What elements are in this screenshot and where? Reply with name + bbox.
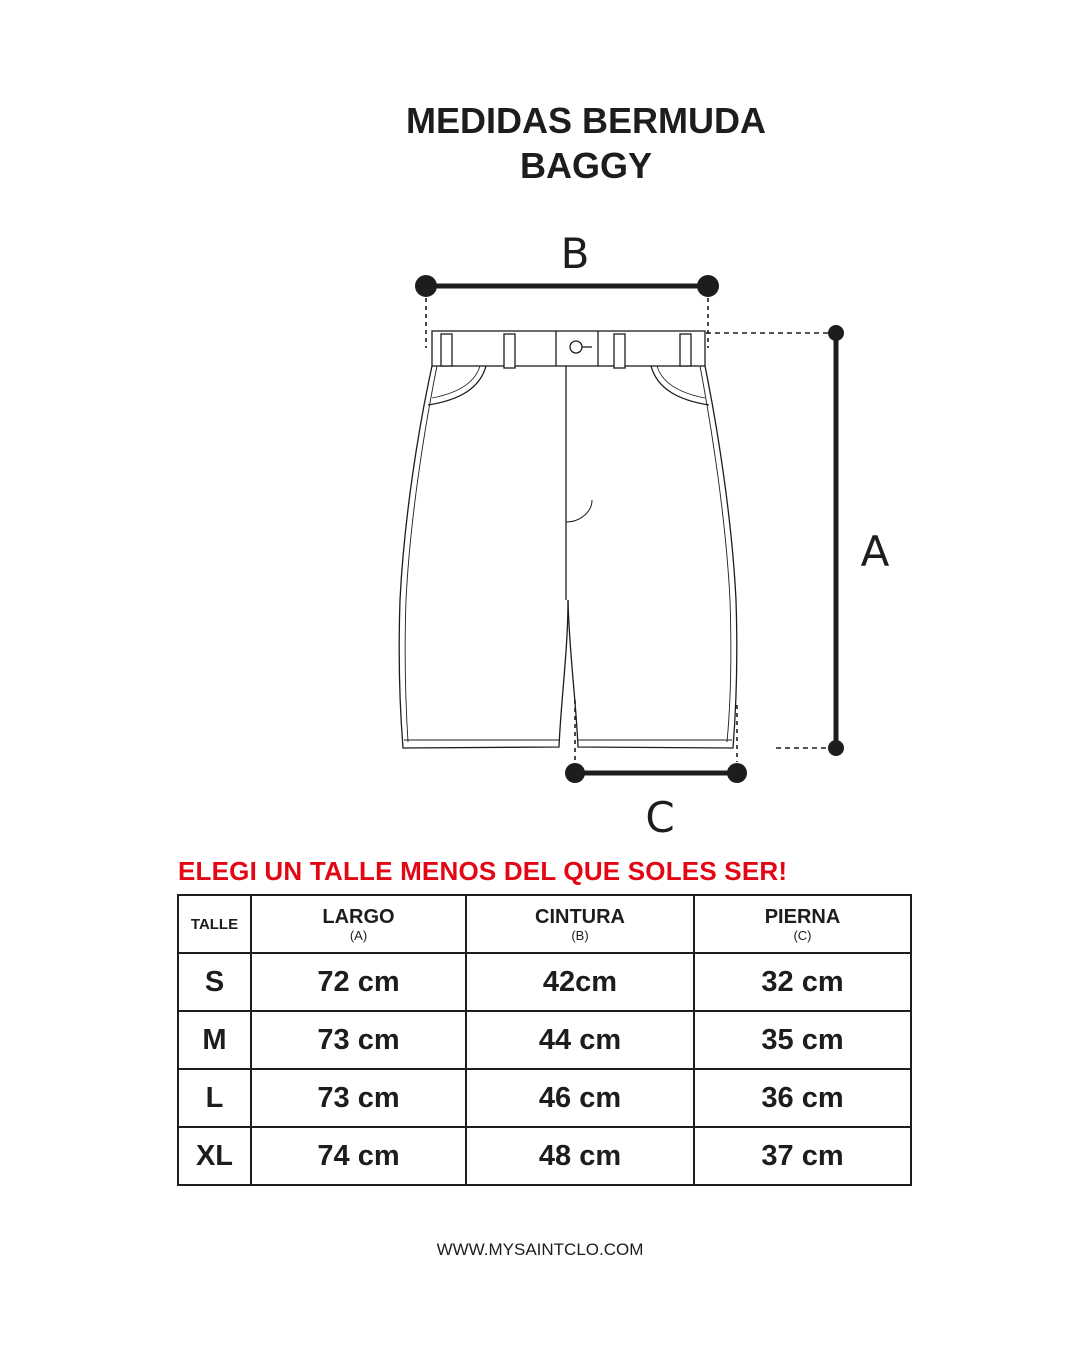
size-warning: ELEGI UN TALLE MENOS DEL QUE SOLES SER! [178,856,788,886]
shorts-illustration [399,331,737,748]
website-url: WWW.MYSAINTCLO.COM [436,1240,644,1259]
size-cell: L [178,1069,251,1127]
table-row [178,1069,911,1127]
dimension-a-start-dot [828,325,844,341]
dimension-c-start-dot [565,763,585,783]
size-cell: M [178,1011,251,1069]
table-header-row [178,895,911,953]
dimension-c-end-dot [727,763,747,783]
dimension-b-start-dot [415,275,437,297]
pierna-cell: 32 cm [694,953,911,1011]
dimension-c-label: C [645,793,675,842]
pierna-cell: 37 cm [694,1127,911,1185]
largo-cell: 73 cm [251,1011,466,1069]
dimension-a [706,325,890,756]
dimension-b-label: B [560,229,590,278]
dimension-b [415,229,719,348]
table-row [178,953,911,1011]
largo-cell: 74 cm [251,1127,466,1185]
pierna-cell: 36 cm [694,1069,911,1127]
dimension-a-end-dot [828,740,844,756]
header-talle: TALLE [178,895,251,953]
header-pierna: PIERNA (C) [694,895,911,953]
dimension-b-end-dot [697,275,719,297]
table-row [178,1011,911,1069]
size-table [177,894,912,1186]
dimension-a-label: A [860,527,890,576]
cintura-cell: 48 cm [466,1127,694,1185]
header-largo: LARGO (A) [251,895,466,953]
dimension-c [565,700,747,842]
page-title-line-1: MEDIDAS BERMUDA [406,100,766,141]
cintura-cell: 42cm [466,953,694,1011]
page-title-line-2: BAGGY [519,145,652,186]
table-row [178,1127,911,1185]
cintura-cell: 46 cm [466,1069,694,1127]
cintura-cell: 44 cm [466,1011,694,1069]
largo-cell: 73 cm [251,1069,466,1127]
largo-cell: 72 cm [251,953,466,1011]
size-cell: S [178,953,251,1011]
size-cell: XL [178,1127,251,1185]
pierna-cell: 35 cm [694,1011,911,1069]
header-cintura: CINTURA (B) [466,895,694,953]
